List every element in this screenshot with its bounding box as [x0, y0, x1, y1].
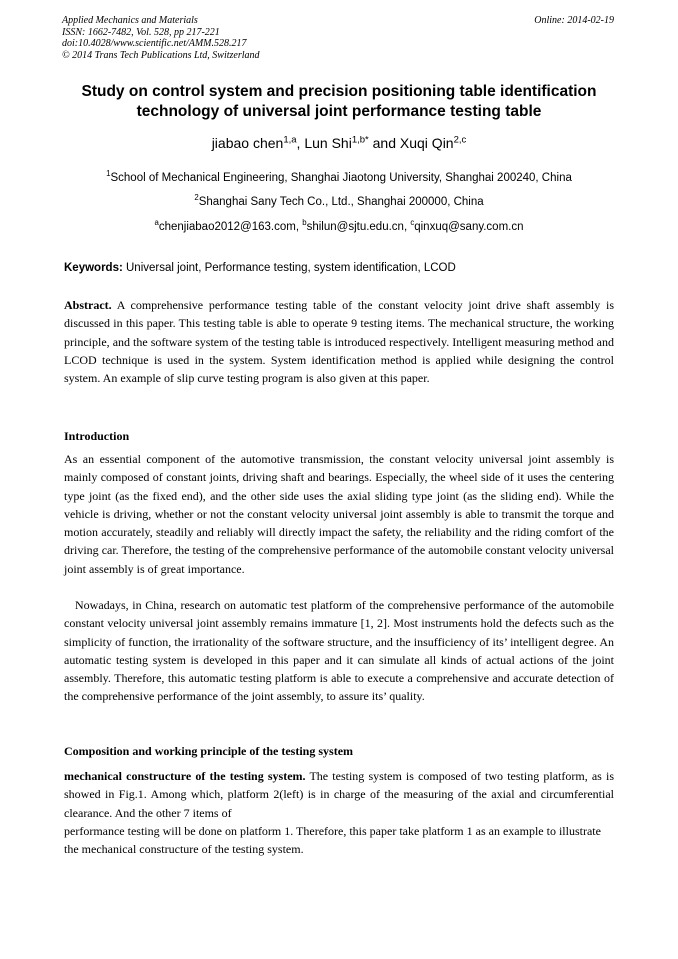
section-heading-introduction: Introduction	[64, 429, 130, 443]
author-name: jiabao chen	[211, 135, 284, 151]
email-address[interactable]: chenjiabao2012@163.com	[158, 221, 296, 233]
abstract-label: Abstract.	[64, 298, 112, 312]
author-name: Lun Shi	[304, 135, 352, 151]
keywords-text: Universal joint, Performance testing, system identification, LCOD	[122, 262, 456, 274]
abstract-text: A comprehensive performance testing table of the constant velocity joint drive shaft assembly is discussed in this paper. This testing table is able to operate 9 testing items. The mechanical structure, the working principle, and the software system of the testing table is introduced respectively. Intelligent measuring method and LCOD technique is used in the system. System identification method is applied while designing the control system. An example of slip curve testing program is also given at this paper.	[64, 298, 614, 386]
composition-paragraph-1	[64, 767, 614, 822]
author-affiliation-mark: 1,a	[283, 134, 297, 146]
author-list	[0, 135, 678, 151]
email-mark: a	[154, 218, 159, 228]
keywords-label: Keywords:	[64, 262, 123, 274]
affiliation	[0, 193, 678, 208]
email-address[interactable]: shilun@sjtu.edu.cn	[306, 221, 404, 233]
journal-copyright: © 2014 Trans Tech Publications Ltd, Switzerland	[62, 49, 260, 61]
journal-header	[62, 15, 614, 61]
affiliation-mark: 2	[194, 193, 199, 203]
email-separator: ,	[403, 221, 411, 233]
journal-name: Applied Mechanics and Materials	[62, 15, 198, 26]
composition-text: The testing system is composed of two testing platform, as is showed in Fig.1. Among which, platform 2(left) is in charge of the measuring of the axial and circumferential clearance. And the other 7 items of	[64, 769, 615, 820]
author-affiliation-mark: 2,c	[453, 134, 467, 146]
journal-issn: ISSN: 1662-7482, Vol. 528, pp 217-221	[62, 26, 220, 38]
email-line	[0, 218, 678, 233]
email-mark: b	[302, 218, 307, 228]
abstract	[64, 296, 614, 387]
affiliation	[0, 169, 678, 184]
affiliation-text: School of Mechanical Engineering, Shanghai Jiaotong University, Shanghai 200240, China	[110, 172, 572, 184]
journal-doi: doi:10.4028/www.scientific.net/AMM.528.217	[62, 38, 247, 50]
affiliation-mark: 1	[106, 169, 111, 179]
author-affiliation-mark: 1,b*	[351, 134, 369, 146]
author-separator: ,	[296, 135, 305, 151]
keywords	[64, 262, 614, 274]
paper-title: Study on control system and precision positioning table identification technology of universal joint performance testing table	[81, 83, 597, 120]
section-heading-composition: Composition and working principle of the testing system	[64, 744, 354, 758]
composition-paragraph-2: performance testing will be done on platform 1. Therefore, this paper take platform 1 as an example to illustrate the mechanical constructure of the testing system.	[64, 824, 601, 857]
author-separator: and	[368, 135, 400, 151]
introduction-paragraph-2: Nowadays, in China, research on automatic test platform of the comprehensive performance of the automobile constant velocity universal joint assembly remains immature [1, 2]. Most instruments hold the defects such as the simplicity of function, the irrationality of the software structure, and the insufficiency of its’ intelligent degree. An automatic testing system is developed in this paper and it can simulate all kinds of actual actions of the joint assembly. Therefore, this automatic testing platform is able to execute a comprehensive and accurate detection of the comprehensive performance of the joint assembly, to assure its’ quality.	[64, 598, 614, 704]
email-separator: ,	[295, 221, 303, 233]
affiliation-text: Shanghai Sany Tech Co., Ltd., Shanghai 200000, China	[198, 196, 484, 208]
introduction-paragraph-1: As an essential component of the automotive transmission, the constant velocity universal joint assembly is mainly composed of constant joints, driving shaft and bearings. Especially, the wheel side of it uses the centering type joint (as the fixed end), and the other side uses the axial sliding type joint (as the sliding end). While the vehicle is driving, whether or not the constant velocity universal joint assembly is able to transmit the torque and motion accurately, steadily and reliably will directly impact the safety, the reliability and the riding comfort of the driving car. Therefore, the testing of the comprehensive performance of the automobile constant velocity universal joint assembly is of great importance.	[64, 452, 614, 576]
subsection-label: mechanical constructure of the testing system.	[64, 769, 306, 783]
email-address[interactable]: qinxuq@sany.com.cn	[414, 221, 524, 233]
online-date: Online: 2014-02-19	[534, 15, 614, 26]
email-mark: c	[410, 218, 415, 228]
author-name: Xuqi Qin	[399, 135, 454, 151]
